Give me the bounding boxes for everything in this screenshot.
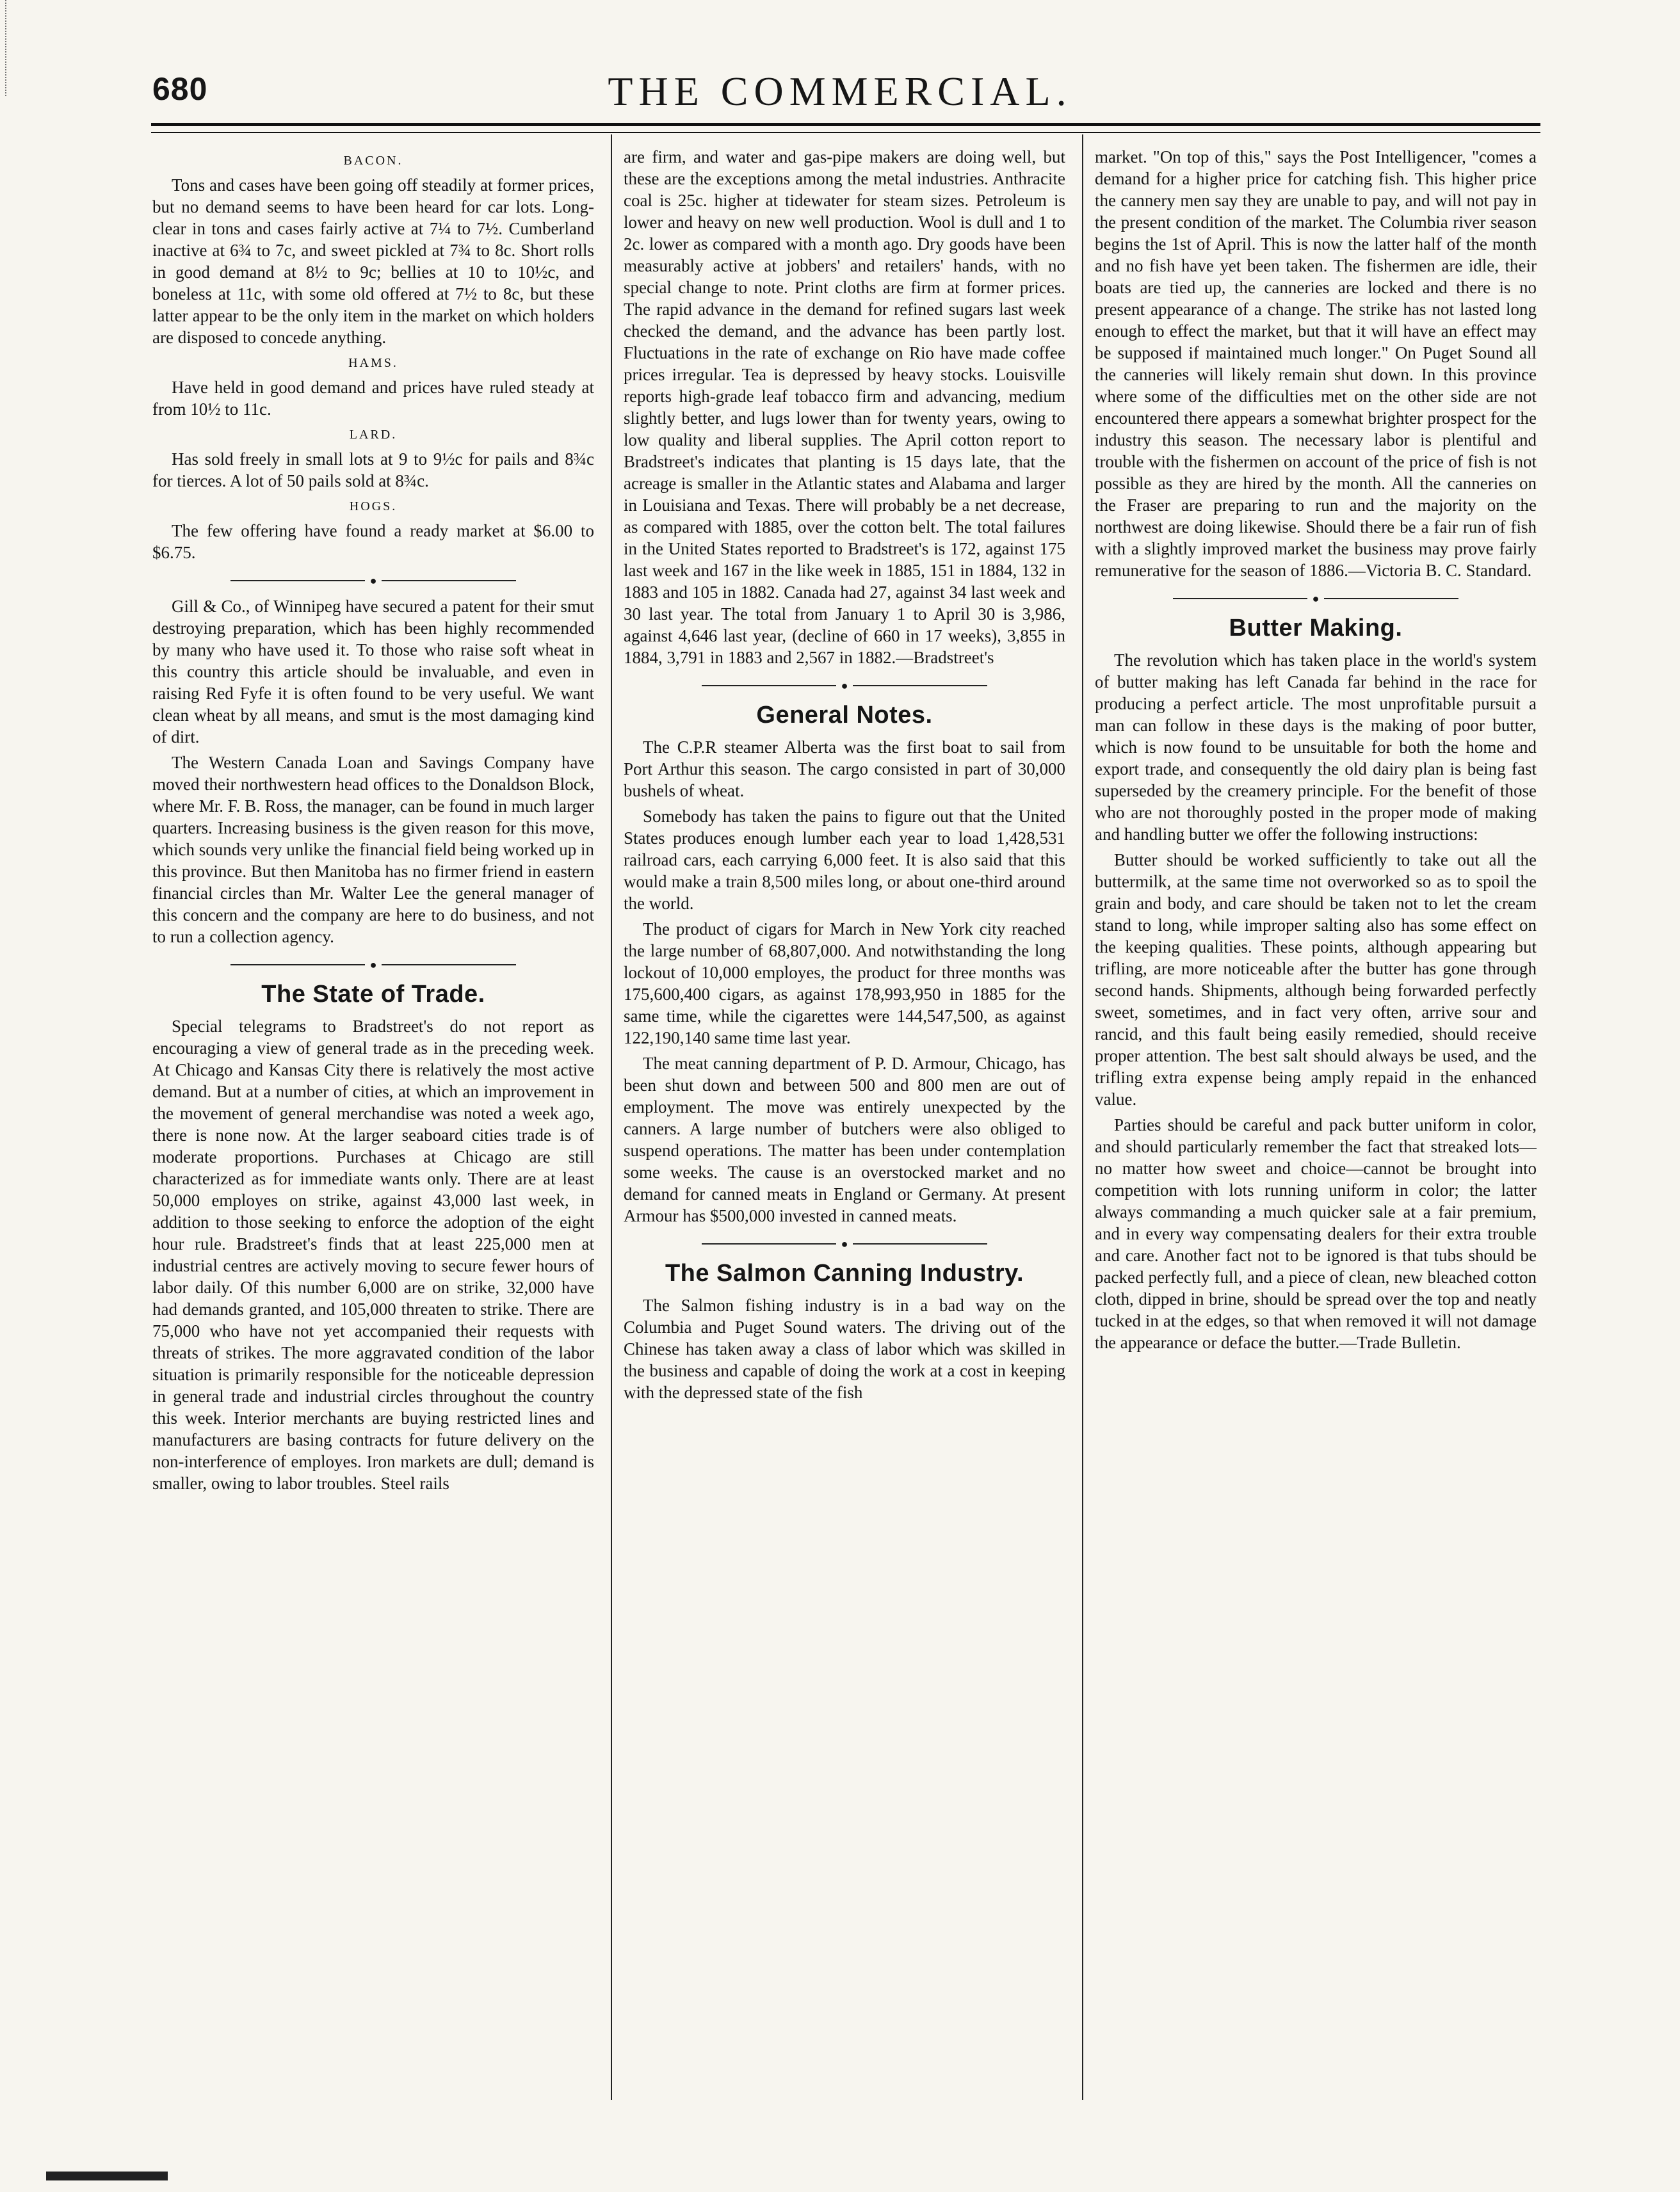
general-notes-headline: General Notes. <box>756 701 933 729</box>
hams-paragraph: Have held in good demand and prices have ruled steady at from 10½ to 11c. <box>152 378 594 419</box>
salmon-canning-continued: market. "On top of this," says the Post Intelligencer, "comes a demand for a higher price for catching fish. This higher price the cannery men say they are unable to pay, and will not pay in the present condition of the market. The Columbia river season begins the 1st of April. This is now the latter half of the month and no fish have yet been taken. The fishermen are idle, their boats are tied up, the canneries are locked and there is no present appearance of a change. The strike has not lasted long enough to effect the market, but that it will have an effect may be supposed if maintained much longer." On Puget Sound all the canneries will likely remain shut down. In this province where some of the difficulties met on the other side are not encountered there appears a somewhat brighter prospect for the industry this season. The necessary labor is plentiful and trouble with the fishermen on account of the price of fish is not possible as they are hired by the month. All the canneries on the Fraser are preparing to run and the majority on the northwest are doing likewise. Should there be a fair run of fish with a slightly improved market the business may prove fairly remunerative for the season of 1886.—Victoria B. C. Standard. <box>1095 147 1537 580</box>
lard-subhead: LARD. <box>349 428 398 442</box>
hogs-paragraph: The few offering have found a ready market at $6.00 to $6.75. <box>152 521 594 562</box>
gill-paragraph: Gill & Co., of Winnipeg have secured a patent for their smut destroying preparation, which has been highly recommended by many who have used it. To those who raise soft wheat in this country this article should be invaluable, and even in raising Red Fyfe it is often found to be very useful. We want clean wheat by all means, and smut is the most damaging kind of dirt. <box>152 596 594 746</box>
state-of-trade-headline: The State of Trade. <box>261 980 485 1008</box>
butter-making-paragraph-2: Butter should be worked sufficiently to take out all the buttermilk, at the same time not overworked so as to spoil the grain and body, and care should be taken not to let the cream stand to long, while improper salting also has some effect on the keeping qualities. These points, although appearing but trifling, are more noticeable after the butter has gone through second hands. Shipments, although being forwarded perfectly sweet, sometimes, and in fact very often, arrive sour and rancid, and this fault being easily remedied, should receive proper attention. The best salt should always be used, and the trifling extra expense being amply repaid in the enhanced value. <box>1095 850 1537 1109</box>
column-1 <box>152 146 594 2090</box>
hogs-subhead: HOGS. <box>349 499 398 513</box>
section-separator: ● <box>624 675 1065 695</box>
bacon-paragraph: Tons and cases have been going off steadily at former prices, but no demand seems to have been heard for car lots. Long-clear in tons and cases fairly active at 7¼ to 7½. Cumberland inactive at 6¾ to 7c, and sweet pickled at 7¾ to 8c. Short rolls in good demand at 8½ to 9c; bellies at 10 to 10½c, and boneless at 11c, with some old offered at 7½ to 8c, but these latter appear to be the only item in the market on which holders are disposed to concede anything. <box>152 175 594 347</box>
hams-subhead: HAMS. <box>348 356 398 370</box>
column-divider <box>1082 134 1083 2100</box>
western-canada-paragraph: The Western Canada Loan and Savings Company have moved their northwestern head offices to the Donaldson Block, where Mr. F. B. Ross, the manager, can be found in much larger quarters. Increasing business is the given reason for this move, which sounds very unlike the financial field being worked up in this province. But then Manitoba has no firmer friend in eastern financial circles than Mr. Walter Lee the general manager of this concern and the company are here to do business, and not to run a collection agency. <box>152 752 594 946</box>
column-divider <box>611 134 612 2100</box>
section-separator: ● <box>1095 588 1537 608</box>
scan-artifact-mark <box>46 2172 168 2180</box>
butter-making-paragraph-1: The revolution which has taken place in the world's system of butter making has left Canada far behind in the race for producing a perfect article. The most unprofitable pursuit a man can follow in these days is the making of poor butter, which is now found to be unsuitable for both the home and export trade, and consequently the old dairy plan is being fast superseded by the creamery principle. For the benefit of those who are not thoroughly posted in the proper mode of making and handling butter we offer the following instructions: <box>1095 650 1537 844</box>
bacon-subhead: BACON. <box>343 154 403 168</box>
masthead-rule-thick <box>151 123 1540 126</box>
butter-making-headline: Butter Making. <box>1229 614 1403 641</box>
column-3 <box>1095 146 1537 2090</box>
section-separator: ● <box>152 954 594 974</box>
armour-paragraph: The meat canning department of P. D. Armour, Chicago, has been shut down and between 500 and 800 men are out of employment. The move was entirely unexpected by the canners. A large number of butchers were also obliged to suspend operations. The matter has been under contemplation some weeks. The cause is an overstocked market and no demand for canned meats in England or Germany. At present Armour has $500,000 invested in canned meats. <box>624 1053 1065 1225</box>
lumber-paragraph: Somebody has taken the pains to figure out that the United States produces enough lumber each year to load 1,428,531 railroad cars, each carrying 6,000 feet. It is also said that this would make a train 8,500 miles long, or about one-third around the world. <box>624 806 1065 913</box>
masthead-rule-thin <box>151 132 1540 133</box>
lard-paragraph: Has sold freely in small lots at 9 to 9½c for pails and 8¾c for tierces. A lot of 50 pails sold at 8¾c. <box>152 449 594 490</box>
salmon-canning-headline: The Salmon Canning Industry. <box>665 1259 1024 1287</box>
section-separator: ● <box>624 1233 1065 1253</box>
state-of-trade-paragraph: Special telegrams to Bradstreet's do not report as encouraging a view of general trade as in the preceding week. At Chicago and Kansas City there is relatively the most active demand. But at a number of cities, at which an improvement in the movement of general merchandise was noted a week ago, there is none now. At the larger seaboard cities trade is of moderate proportions. Purchases at Chicago are still characterized as for immediate wants only. There are at least 50,000 employes on strike, against 43,000 last week, in addition to those seeking to enforce the adoption of the eight hour rule. Bradstreet's finds that at least 225,000 men at industrial centres are actively moving to secure fewer hours of labor daily. Of this number 6,000 are on strike, 32,000 have had demands granted, and 105,000 threaten to strike. There are 75,000 who have not yet accompanied their requests with threats of strikes. The more aggravated condition of the labor situation is primarily responsible for the noticeable depression in general trade and industrial circles throughout the country this week. Interior merchants are buying restricted lines and manufacturers are basing contracts for future delivery on the non-interference of employes. Iron markets are dull; demand is smaller, owing to labor troubles. Steel rails <box>152 1016 594 1493</box>
salmon-canning-paragraph: The Salmon fishing industry is in a bad way on the Columbia and Puget Sound waters. The driving out of the Chinese has taken away a class of labor which was skilled in the business and capable of doing the work at a cost in keeping with the depressed state of the fish <box>624 1295 1065 1402</box>
masthead-title: THE COMMERCIAL. <box>608 68 1072 114</box>
butter-making-paragraph-3: Parties should be careful and pack butter uniform in color, and should particularly remember the fact that streaked lots—no matter how sweet and choice—cannot be brought into competition with lots running uniform in color; the latter always commanding a much quicker sale at a fair premium, and in every way compensating dealers for their extra trouble and care. Another fact not to be ignored is that tubs should be packed perfectly full, and a piece of clean, new bleached cotton cloth, dipped in brine, should be spread over the top and neatly tucked in at the edges, so that when removed it will not damage the appearance or deface the butter.—Trade Bulletin. <box>1095 1115 1537 1352</box>
state-of-trade-continued: are firm, and water and gas-pipe makers are doing well, but these are the exceptions among the metal industries. Anthracite coal is 25c. higher at tidewater for steam sizes. Petroleum is lower and heavy on new well production. Wool is dull and 1 to 2c. lower as compared with a month ago. Dry goods have been measurably active at jobbers' and retailers' hands, with no special change to note. Print cloths are firm at former prices. The rapid advance in the demand for refined sugars last week checked the demand, and the advance has been partly lost. Fluctuations in the rate of exchange on Rio have made coffee prices irregular. Tea is depressed by heavy stocks. Louisville reports high-grade leaf tobacco firm and advancing, medium slightly better, and lugs lower than for twenty years, owing to low quality and liberal supplies. The April cotton report to Bradstreet's indicates that planting is 15 days late, that the acreage is smaller in the Atlantic states and Alabama and larger in Louisiana and Texas. There will probably be a net decrease, as compared with 1885, over the cotton belt. The total failures in the United States reported to Bradstreet's is 172, against 175 last week and 167 in the like week in 1885, 151 in 1884, 132 in 1883 and 105 in 1882. Canada had 27, against 34 last week and 30 last year. The total from January 1 to April 30 is 3,986, against 4,646 last year, (decline of 660 in 17 weeks), 3,855 in 1884, 3,791 in 1883 and 2,567 in 1882.—Bradstreet's <box>624 147 1065 667</box>
cpr-steamer-paragraph: The C.P.R steamer Alberta was the first boat to sail from Port Arthur this season. The cargo consisted in part of 30,000 bushels of wheat. <box>624 737 1065 800</box>
page-number: 680 <box>152 71 208 107</box>
section-separator: ● <box>152 570 594 590</box>
column-2 <box>624 146 1065 2090</box>
cigars-paragraph: The product of cigars for March in New York city reached the large number of 68,807,000. And notwithstanding the long lockout of 10,000 employes, the product for three months was 175,600,400 cigars, as against 178,993,950 in 1885 for the same time, while the cigarettes were 144,547,500, as against 122,190,140 same time last year. <box>624 919 1065 1047</box>
